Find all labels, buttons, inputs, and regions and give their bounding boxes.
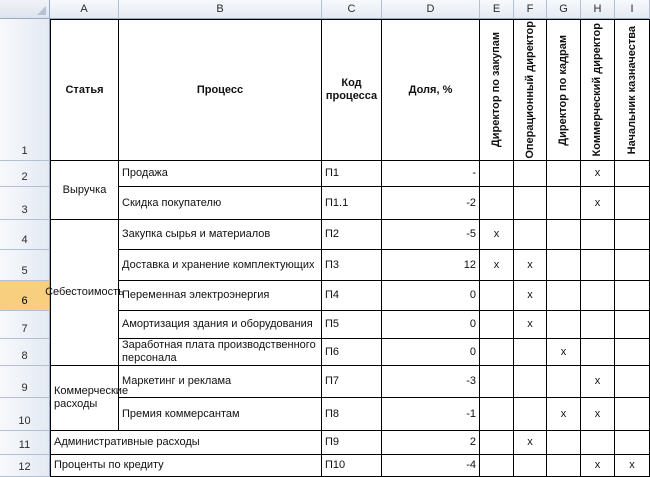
share-cell[interactable] — [382, 250, 480, 281]
mark-cell[interactable] — [581, 431, 615, 455]
share-cell[interactable] — [382, 455, 480, 477]
process-cell-text: Скидка покупателю — [122, 196, 222, 209]
mark-cell[interactable] — [581, 187, 615, 220]
share-cell-text: 0 — [469, 345, 476, 358]
mark-cell[interactable] — [615, 281, 650, 311]
share-cell-text: -3 — [466, 375, 476, 387]
row-header-10-text: 10 — [18, 415, 31, 427]
code-cell-text: П7 — [325, 375, 340, 387]
code-cell[interactable] — [322, 455, 382, 477]
process-cell-text: Продажа — [122, 167, 168, 179]
row-header-6-text: 6 — [21, 295, 28, 307]
column-header-c[interactable] — [322, 0, 382, 19]
mark-cell-text: x — [560, 407, 567, 420]
row-header-9[interactable] — [0, 366, 50, 398]
column-header-f-text: F — [526, 2, 534, 15]
column-header-g[interactable] — [547, 0, 581, 19]
share-cell-text: 2 — [469, 436, 476, 448]
column-header-i[interactable] — [615, 0, 650, 19]
header-role-4[interactable] — [581, 19, 615, 161]
mark-cell-text: x — [560, 345, 567, 358]
code-cell-text: П3 — [325, 258, 340, 271]
code-cell-text: П2 — [325, 228, 340, 240]
mark-cell[interactable] — [547, 455, 581, 477]
header-article[interactable] — [50, 19, 119, 161]
row-header-3-text: 3 — [21, 204, 28, 216]
mark-cell[interactable] — [581, 281, 615, 311]
mark-cell[interactable] — [514, 366, 547, 398]
mark-cell[interactable] — [514, 161, 547, 187]
share-cell-text: -1 — [466, 407, 476, 420]
select-all-corner[interactable] — [0, 0, 50, 19]
share-cell-text: -2 — [466, 196, 476, 209]
mark-cell[interactable] — [615, 161, 650, 187]
share-cell-text: -5 — [466, 228, 476, 240]
mark-cell[interactable] — [547, 250, 581, 281]
process-cell-text: Амортизация здания и оборудования — [122, 318, 313, 330]
share-cell-text: - — [472, 167, 476, 179]
row-header-5[interactable] — [0, 250, 50, 281]
header-role-text: Начальник казначества — [625, 25, 638, 155]
code-cell-text: П1.1 — [325, 196, 349, 209]
share-cell-text: 12 — [463, 258, 476, 271]
group-cell-2-text: Себестоимость — [45, 286, 124, 298]
code-cell[interactable] — [322, 311, 382, 339]
column-header-e[interactable] — [480, 0, 514, 19]
column-header-d-text: D — [426, 2, 435, 15]
header-share-text: Доля, % — [408, 83, 453, 96]
mark-cell[interactable] — [480, 161, 514, 187]
group-cell-3[interactable] — [50, 366, 129, 431]
mark-cell[interactable] — [480, 311, 514, 339]
header-role-3[interactable] — [547, 19, 581, 161]
mark-cell[interactable] — [615, 455, 650, 477]
column-header-f[interactable] — [514, 0, 547, 19]
row-header-2[interactable] — [0, 161, 50, 187]
mark-cell[interactable] — [547, 187, 581, 220]
column-header-b[interactable] — [119, 0, 322, 19]
row-header-10[interactable] — [0, 398, 50, 431]
share-cell[interactable] — [382, 339, 480, 366]
process-cell[interactable] — [119, 220, 322, 250]
mark-cell[interactable] — [547, 431, 581, 455]
group-cell-1-text: Выручка — [62, 183, 107, 196]
header-role-text: Директор по кадрам — [557, 34, 569, 146]
merged-article-1-text: Административные расходы — [54, 436, 200, 448]
mark-cell[interactable] — [480, 250, 514, 281]
code-cell[interactable] — [322, 220, 382, 250]
header-code[interactable] — [322, 19, 382, 161]
process-cell[interactable] — [119, 250, 322, 281]
header-role-text: Директор по закупам — [490, 32, 502, 148]
code-cell-text: П1 — [325, 167, 340, 179]
mark-cell[interactable] — [581, 455, 615, 477]
header-role-text: Коммерческий директор — [591, 23, 603, 157]
row-header-1[interactable] — [0, 19, 50, 161]
share-cell[interactable] — [382, 431, 480, 455]
code-cell[interactable] — [322, 187, 382, 220]
mark-cell[interactable] — [615, 431, 650, 455]
row-header-7-text: 7 — [21, 323, 28, 335]
mark-cell[interactable] — [581, 398, 615, 431]
process-cell[interactable] — [119, 398, 322, 431]
mark-cell[interactable] — [480, 366, 514, 398]
mark-cell-text: x — [527, 318, 533, 330]
column-header-h[interactable] — [581, 0, 615, 19]
process-cell-text: Закупка сырья и материалов — [122, 228, 271, 240]
column-header-a[interactable] — [50, 0, 119, 19]
header-share[interactable] — [382, 19, 480, 161]
share-cell-text: 0 — [469, 318, 476, 330]
process-cell-text: Переменная электроэнергия — [122, 289, 270, 301]
share-cell-text: 0 — [469, 289, 476, 301]
share-cell[interactable] — [382, 220, 480, 250]
code-cell-text: П8 — [325, 407, 340, 420]
mark-cell-text: x — [594, 459, 601, 471]
row-header-5-text: 5 — [21, 265, 28, 277]
mark-cell[interactable] — [547, 366, 581, 398]
mark-cell[interactable] — [615, 220, 650, 250]
mark-cell[interactable] — [547, 281, 581, 311]
row-header-1-text: 1 — [21, 145, 28, 157]
group-cell-3-text: Коммерческие расходы — [54, 385, 129, 410]
mark-cell[interactable] — [514, 431, 547, 455]
group-cell-2[interactable] — [45, 220, 124, 366]
row-header-8-text: 8 — [21, 350, 28, 362]
mark-cell[interactable] — [480, 398, 514, 431]
mark-cell[interactable] — [480, 220, 514, 250]
mark-cell[interactable] — [514, 339, 547, 366]
code-cell-text: П6 — [325, 345, 340, 358]
header-article-text: Статья — [65, 83, 104, 96]
mark-cell[interactable] — [480, 431, 514, 455]
row-header-9-text: 9 — [21, 382, 28, 394]
share-cell[interactable] — [382, 398, 480, 431]
column-header-c-text: C — [347, 2, 356, 15]
mark-cell-text: x — [594, 375, 601, 387]
code-cell[interactable] — [322, 339, 382, 366]
column-header-e-text: E — [492, 2, 501, 15]
process-cell[interactable] — [119, 161, 322, 187]
process-cell[interactable] — [119, 339, 322, 366]
mark-cell[interactable] — [480, 187, 514, 220]
row-header-7[interactable] — [0, 311, 50, 339]
code-cell[interactable] — [322, 161, 382, 187]
merged-article-2-text: Проценты по кредиту — [54, 459, 164, 471]
process-cell[interactable] — [119, 366, 322, 398]
mark-cell[interactable] — [547, 311, 581, 339]
mark-cell[interactable] — [581, 250, 615, 281]
mark-cell[interactable] — [615, 187, 650, 220]
row-header-12[interactable] — [0, 455, 50, 477]
column-header-d[interactable] — [382, 0, 480, 19]
mark-cell-text: x — [493, 258, 500, 271]
mark-cell[interactable] — [581, 366, 615, 398]
code-cell-text: П5 — [325, 318, 340, 330]
header-role-1[interactable] — [480, 19, 514, 161]
mark-cell-text: x — [493, 228, 500, 240]
mark-cell-text: x — [594, 196, 601, 209]
mark-cell[interactable] — [547, 161, 581, 187]
row-header-12-text: 12 — [18, 461, 31, 473]
share-cell[interactable] — [382, 366, 480, 398]
row-header-6[interactable] — [0, 281, 50, 311]
header-role-text: Операционный директор — [523, 21, 536, 159]
code-cell[interactable] — [322, 366, 382, 398]
mark-cell[interactable] — [547, 220, 581, 250]
mark-cell[interactable] — [514, 455, 547, 477]
mark-cell[interactable] — [581, 339, 615, 366]
row-header-8[interactable] — [0, 339, 50, 366]
header-role-5[interactable] — [615, 19, 650, 161]
process-cell-text: Заработная плата производственного персонала — [122, 339, 316, 364]
mark-cell[interactable] — [615, 398, 650, 431]
mark-cell[interactable] — [615, 339, 650, 366]
mark-cell[interactable] — [480, 281, 514, 311]
mark-cell[interactable] — [581, 220, 615, 250]
header-role-2[interactable] — [514, 19, 547, 161]
code-cell[interactable] — [322, 431, 382, 455]
code-cell-text: П9 — [325, 436, 340, 448]
mark-cell-text: x — [594, 407, 601, 420]
column-header-h-text: H — [593, 2, 602, 15]
column-header-i-text: I — [630, 2, 634, 15]
merged-article-2[interactable] — [50, 455, 322, 477]
share-cell-text: -4 — [466, 459, 476, 471]
row-header-11-text: 11 — [18, 439, 31, 451]
mark-cell[interactable] — [615, 366, 650, 398]
header-process[interactable] — [119, 19, 322, 161]
mark-cell-text: x — [527, 258, 533, 271]
mark-cell[interactable] — [547, 339, 581, 366]
header-process-text: Процесс — [196, 83, 244, 96]
mark-cell[interactable] — [581, 311, 615, 339]
mark-cell[interactable] — [615, 250, 650, 281]
mark-cell[interactable] — [514, 220, 547, 250]
group-cell-1[interactable] — [50, 161, 119, 220]
mark-cell[interactable] — [514, 311, 547, 339]
code-cell-text: П10 — [325, 459, 346, 471]
mark-cell[interactable] — [480, 339, 514, 366]
mark-cell-text: x — [594, 167, 601, 179]
code-cell[interactable] — [322, 281, 382, 311]
share-cell[interactable] — [382, 161, 480, 187]
share-cell[interactable] — [382, 281, 480, 311]
code-cell[interactable] — [322, 250, 382, 281]
mark-cell[interactable] — [547, 398, 581, 431]
row-header-4-text: 4 — [21, 234, 28, 246]
row-header-11[interactable] — [0, 431, 50, 455]
process-cell[interactable] — [119, 281, 322, 311]
column-header-g-text: G — [559, 2, 568, 15]
row-header-3[interactable] — [0, 187, 50, 220]
mark-cell-text: x — [527, 436, 533, 448]
header-code-text: Код процесса — [325, 77, 378, 102]
mark-cell[interactable] — [480, 455, 514, 477]
mark-cell[interactable] — [514, 281, 547, 311]
row-header-4[interactable] — [0, 220, 50, 250]
merged-article-1[interactable] — [50, 431, 322, 455]
mark-cell-text: x — [527, 289, 533, 301]
column-header-b-text: B — [216, 2, 224, 15]
process-cell-text: Премия коммерсантам — [122, 407, 240, 420]
mark-cell[interactable] — [514, 398, 547, 431]
process-cell[interactable] — [119, 187, 322, 220]
mark-cell[interactable] — [615, 311, 650, 339]
mark-cell[interactable] — [514, 187, 547, 220]
process-cell-text: Маркетинг и реклама — [122, 375, 232, 387]
process-cell-text: Доставка и хранение комплектующих — [122, 258, 315, 271]
mark-cell[interactable] — [514, 250, 547, 281]
code-cell-text: П4 — [325, 289, 340, 301]
code-cell[interactable] — [322, 398, 382, 431]
process-cell[interactable] — [119, 311, 322, 339]
share-cell[interactable] — [382, 187, 480, 220]
mark-cell-text: x — [629, 459, 635, 471]
share-cell[interactable] — [382, 311, 480, 339]
row-header-2-text: 2 — [21, 171, 28, 183]
mark-cell[interactable] — [581, 161, 615, 187]
column-header-a-text: A — [80, 2, 88, 15]
